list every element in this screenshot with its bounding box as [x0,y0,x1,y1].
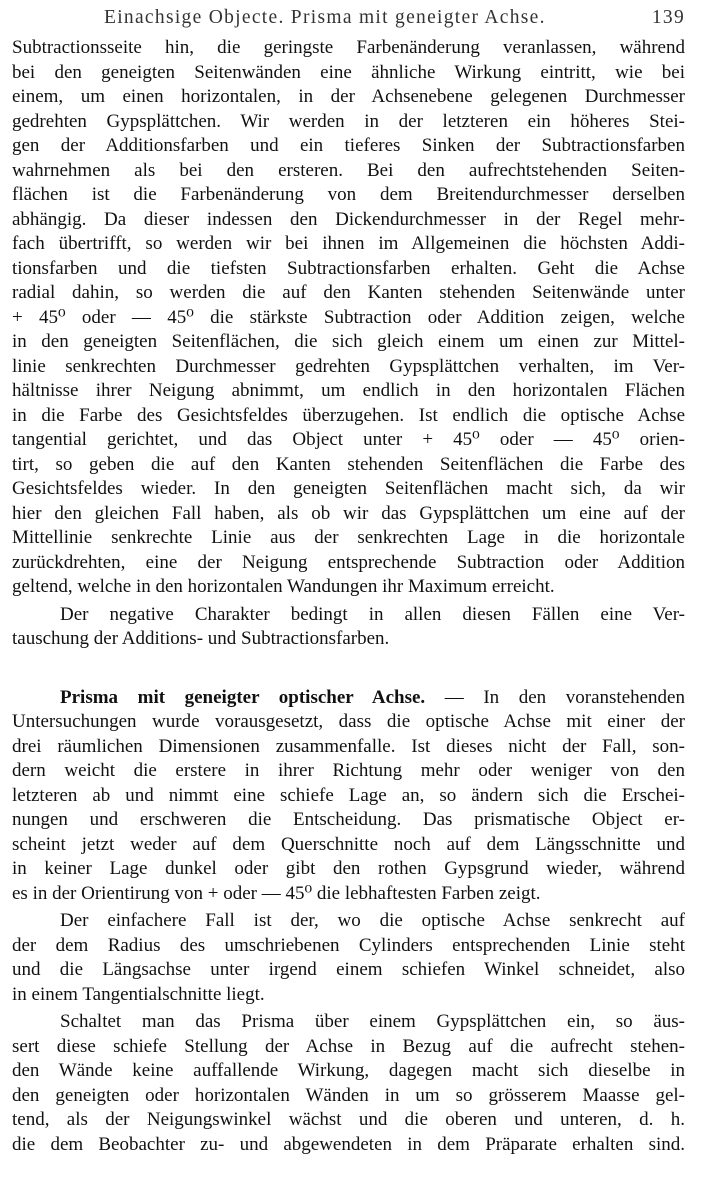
text-line: Mittellinie senkrechte Linie aus der senkrechten Lage in die horizontale [12,527,685,548]
text-line: scheint jetzt weder auf dem Querschnitte noch auf dem Längsschnitte und [12,833,685,855]
text-line: bei den geneigten Seitenwänden eine ähnliche Wirkung eintritt, wie bei [12,61,685,83]
text-line [12,686,685,711]
paragraph-continued [12,36,685,600]
section-heading: Prisma mit geneigter optischer Achse. [60,686,426,708]
text-line: sert diese schiefe Stellung der Achse in Bezug auf die aufrecht stehen- [12,1035,685,1057]
text-line: gedrehten Gypsplättchen. Wir werden in der letzteren ein höheres Stei- [12,110,685,132]
text-line: Untersuchungen wurde vorausgesetzt, dass die optische Achse mit einer der [12,711,685,732]
text-line: den Wände keine auffallende Wirkung, dagegen macht sich dieselbe in [12,1060,685,1081]
section-gap [12,652,685,686]
text-line: der dem Radius des umschriebenen Cylinders entsprechenden Linie steht [12,934,685,956]
text-line: in die Farbe des Gesichtsfeldes überzugehen. Ist endlich die optische Achse [12,404,685,426]
text-line: zurückdrehten, eine der Neigung entsprechende Subtraction oder Addition [12,551,685,573]
running-head [12,0,685,36]
text-line: gen der Additionsfarben und ein tieferes Sinken der Subtractionsfarben [12,135,685,156]
text-line: Der negative Charakter bedingt in allen diesen Fällen eine Ver- [60,603,685,625]
text-line: wahrnehmen als bei den ersteren. Bei den aufrechtstehenden Seiten- [12,159,685,181]
text-line: tionsfarben und die tiefsten Subtractionsfarben erhalten. Geht die Achse [12,257,685,279]
text-line: tend, als der Neigungswinkel wächst und die oberen und unteren, d. h. [12,1109,685,1130]
paragraph [12,603,685,652]
text-line: tangential gerichtet, und das Object unter + 45⁰ oder — 45⁰ orien- [12,429,685,450]
text-line: Der einfachere Fall ist der, wo die optische Achse senkrecht auf [60,910,685,931]
text-line: drei räumlichen Dimensionen zusammenfalle. Ist dieses nicht der Fall, son- [12,735,685,757]
text-line: einem, um einen horizontalen, in der Achsenebene gelegenen Durchmesser [12,86,685,107]
paragraph [12,909,685,1007]
text-line: letzteren ab und nimmt eine schiefe Lage an, so ändern sich die Erschei- [12,784,685,806]
text-line: nungen und erschweren die Entscheidung. Das prismatische Object er- [12,809,685,830]
text-line: geltend, welche in den horizontalen Wandungen ihr Maximum erreicht. [12,576,555,597]
running-head-title: Einachsige Objecte. Prisma mit geneigter Achse. [104,7,546,28]
text-line: abhängig. Da dieser indessen den Dickendurchmesser in der Regel mehr- [12,208,685,230]
text-line: tirt, so geben die auf den Kanten stehenden Seitenflächen die Farbe des [12,453,685,475]
text-line: Gesichtsfeldes wieder. In den geneigten Seitenflächen macht sich, da wir [12,478,685,499]
text-line: Schaltet man das Prisma über einem Gypsplättchen ein, so äus- [60,1011,685,1032]
text-line: hier den gleichen Fall haben, als ob wir das Gypsplättchen um eine auf der [12,502,685,524]
text-line: den geneigten oder horizontalen Wänden in um so grösserem Maasse gel- [12,1084,685,1106]
text-line: tauschung der Additions- und Subtractionsfarben. [12,628,390,649]
text-line: in einem Tangentialschnitte liegt. [12,983,265,1005]
text-line: linie senkrechten Durchmesser gedrehten Gypsplättchen verhalten, im Ver- [12,355,685,377]
text-line: in keiner Lage dunkel oder gibt den rothen Gypsgrund wieder, während [12,858,685,879]
text-line: es in der Orientirung von + oder — 45⁰ die lebhaftesten Farben zeigt. [12,882,541,904]
text-line: hältnisse ihrer Neigung abnimmt, um endlich in den horizontalen Flächen [12,380,685,401]
page-number: 139 [651,7,685,28]
text-line: radial dahin, so werden die auf den Kanten stehenden Seitenwände unter [12,282,685,303]
text-line: in den geneigten Seitenflächen, die sich gleich einem um einen zur Mittel- [12,331,685,352]
text-line: Subtractionsseite hin, die geringste Farbenänderung veranlassen, während [12,37,685,58]
text-line: dern weicht die erstere in ihrer Richtung mehr oder weniger von den [12,760,685,781]
text-line: und die Längsachse unter irgend einem schiefen Winkel schneidet, also [12,959,685,980]
heading-continuation: — In den voranstehenden [425,686,685,708]
text-line: flächen ist die Farbenänderung von dem Breitendurchmesser derselben [12,184,685,205]
section-paragraph [12,686,685,907]
paragraph [12,1010,685,1157]
text-line: + 45⁰ oder — 45⁰ die stärkste Subtraction oder Addition zeigen, welche [12,306,685,328]
text-line: fach übertrifft, so werden wir bei ihnen im Allgemeinen die höchsten Addi- [12,233,685,254]
text-line: die dem Beobachter zu- und abgewendeten in dem Präparate erhalten sind. [12,1133,685,1155]
